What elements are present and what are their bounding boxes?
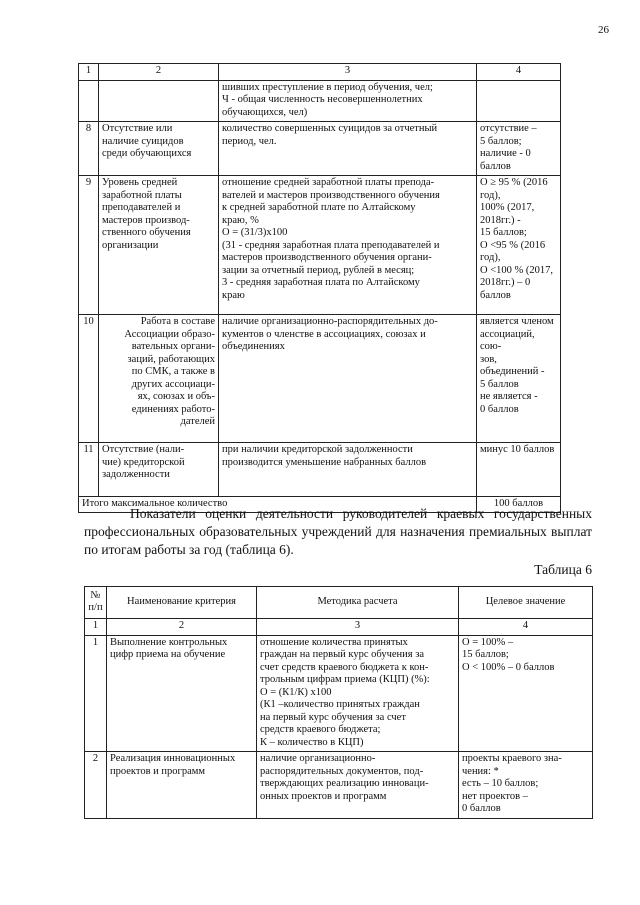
header-target: Целевое значение: [459, 587, 593, 619]
method-cell: количество совершенных суицидов за отчетный период, чел.: [219, 122, 477, 176]
target-cell: является членом ассоциаций, сою- зов, объединений - 5 баллов не является - 0 баллов: [477, 315, 561, 443]
method-cell: отношение средней заработной платы препода- вателей и мастеров производственного обучения к средней заработной плате по Алтайскому краю, % О = (31/3)х100 (31 - средняя заработная плата преподавателей и мастеров производственного обучения органи- зации за отчетный период, рублей в месяц; 3 - средняя заработная плата по Алтайскому краю: [219, 176, 477, 315]
criterion-cell: Выполнение контрольных цифр приема на обучение: [107, 635, 257, 752]
target-cell: О = 100% – 15 баллов; О < 100% – 0 баллов: [459, 635, 593, 752]
row-number: 11: [79, 443, 99, 497]
section-paragraph: Показатели оценки деятельности руководителей краевых государственных профессиональных образовательных учреждений для назначения премиальных выплат по итогам работы за год (таблица 6).: [84, 506, 592, 557]
column-number-row: [85, 619, 593, 636]
total-label: Итого максимальное количество: [79, 497, 477, 513]
col-number-1: 1: [85, 619, 107, 636]
table-row: [79, 122, 561, 176]
col-number-4: 4: [459, 619, 593, 636]
criteria-table-6: [84, 586, 593, 819]
total-value: 100 баллов: [477, 497, 561, 513]
criterion-cell: Реализация инновационных проектов и программ: [107, 752, 257, 819]
table-row: [79, 443, 561, 497]
target-cell: проекты краевого зна- чения: * есть – 10 баллов; нет проектов – 0 баллов: [459, 752, 593, 819]
criterion-cell: [99, 80, 219, 122]
criterion-cell: Уровень средней заработной платы преподавателей и мастеров производ- ственного обучения организации: [99, 176, 219, 315]
row-number: 1: [85, 635, 107, 752]
table-row: [85, 635, 593, 752]
row-number: 2: [85, 752, 107, 819]
criterion-cell: Отсутствие или наличие суицидов среди обучающихся: [99, 122, 219, 176]
target-cell: О ≥ 95 % (2016 год), 100% (2017, 2018гг.) - 15 баллов; О <95 % (2016 год), О <100 % (2017, 2018гг.) – 0 баллов: [477, 176, 561, 315]
col-number-3: 3: [219, 64, 477, 81]
col-number-1: 1: [79, 64, 99, 81]
method-cell: при наличии кредиторской задолженности производится уменьшение набранных баллов: [219, 443, 477, 497]
method-cell: отношение количества принятых граждан на первый курс обучения за счет средств краевого бюджета к кон- трольным цифрам приема (КЦП) (%): О = (К1/К) х100 (К1 –количество принятых граждан на первый курс обучения за счет средств краевого бюджета; К – количество в КЦП): [257, 635, 459, 752]
table-row: [79, 176, 561, 315]
target-cell: отсутствие – 5 баллов; наличие - 0 баллов: [477, 122, 561, 176]
col-number-2: 2: [107, 619, 257, 636]
row-number: [79, 80, 99, 122]
method-cell: шивших преступление в период обучения, чел; Ч - общая численность несовершеннолетних обучающихся, чел): [219, 80, 477, 122]
column-number-row: [79, 64, 561, 81]
criterion-cell: Отсутствие (нали- чие) кредиторской задолженности: [99, 443, 219, 497]
method-cell: наличие организационно- распорядительных документов, под- тверждающих реализацию инноваци- онных проектов и программ: [257, 752, 459, 819]
criteria-table-continued: [78, 63, 561, 513]
col-number-2: 2: [99, 64, 219, 81]
page-number: 26: [598, 24, 609, 36]
col-number-3: 3: [257, 619, 459, 636]
table-caption: Таблица 6: [534, 562, 592, 577]
table-row: [79, 315, 561, 443]
table-row: [85, 752, 593, 819]
target-cell: минус 10 баллов: [477, 443, 561, 497]
method-cell: наличие организационно-распорядительных до- кументов о членстве в ассоциациях, союзах и объединениях: [219, 315, 477, 443]
criterion-cell: Работа в составе Ассоциации образо- вательных органи- заций, работающих по СМК, а также в других ассоциаци- ях, союзах и объ- единениях работо- дателей: [99, 315, 219, 443]
row-number: 8: [79, 122, 99, 176]
table-row: [79, 80, 561, 122]
header-criterion: Наименование критерия: [107, 587, 257, 619]
target-cell: [477, 80, 561, 122]
header-number: № п/п: [85, 587, 107, 619]
row-number: 10: [79, 315, 99, 443]
row-number: 9: [79, 176, 99, 315]
header-row: [85, 587, 593, 619]
col-number-4: 4: [477, 64, 561, 81]
header-method: Методика расчета: [257, 587, 459, 619]
